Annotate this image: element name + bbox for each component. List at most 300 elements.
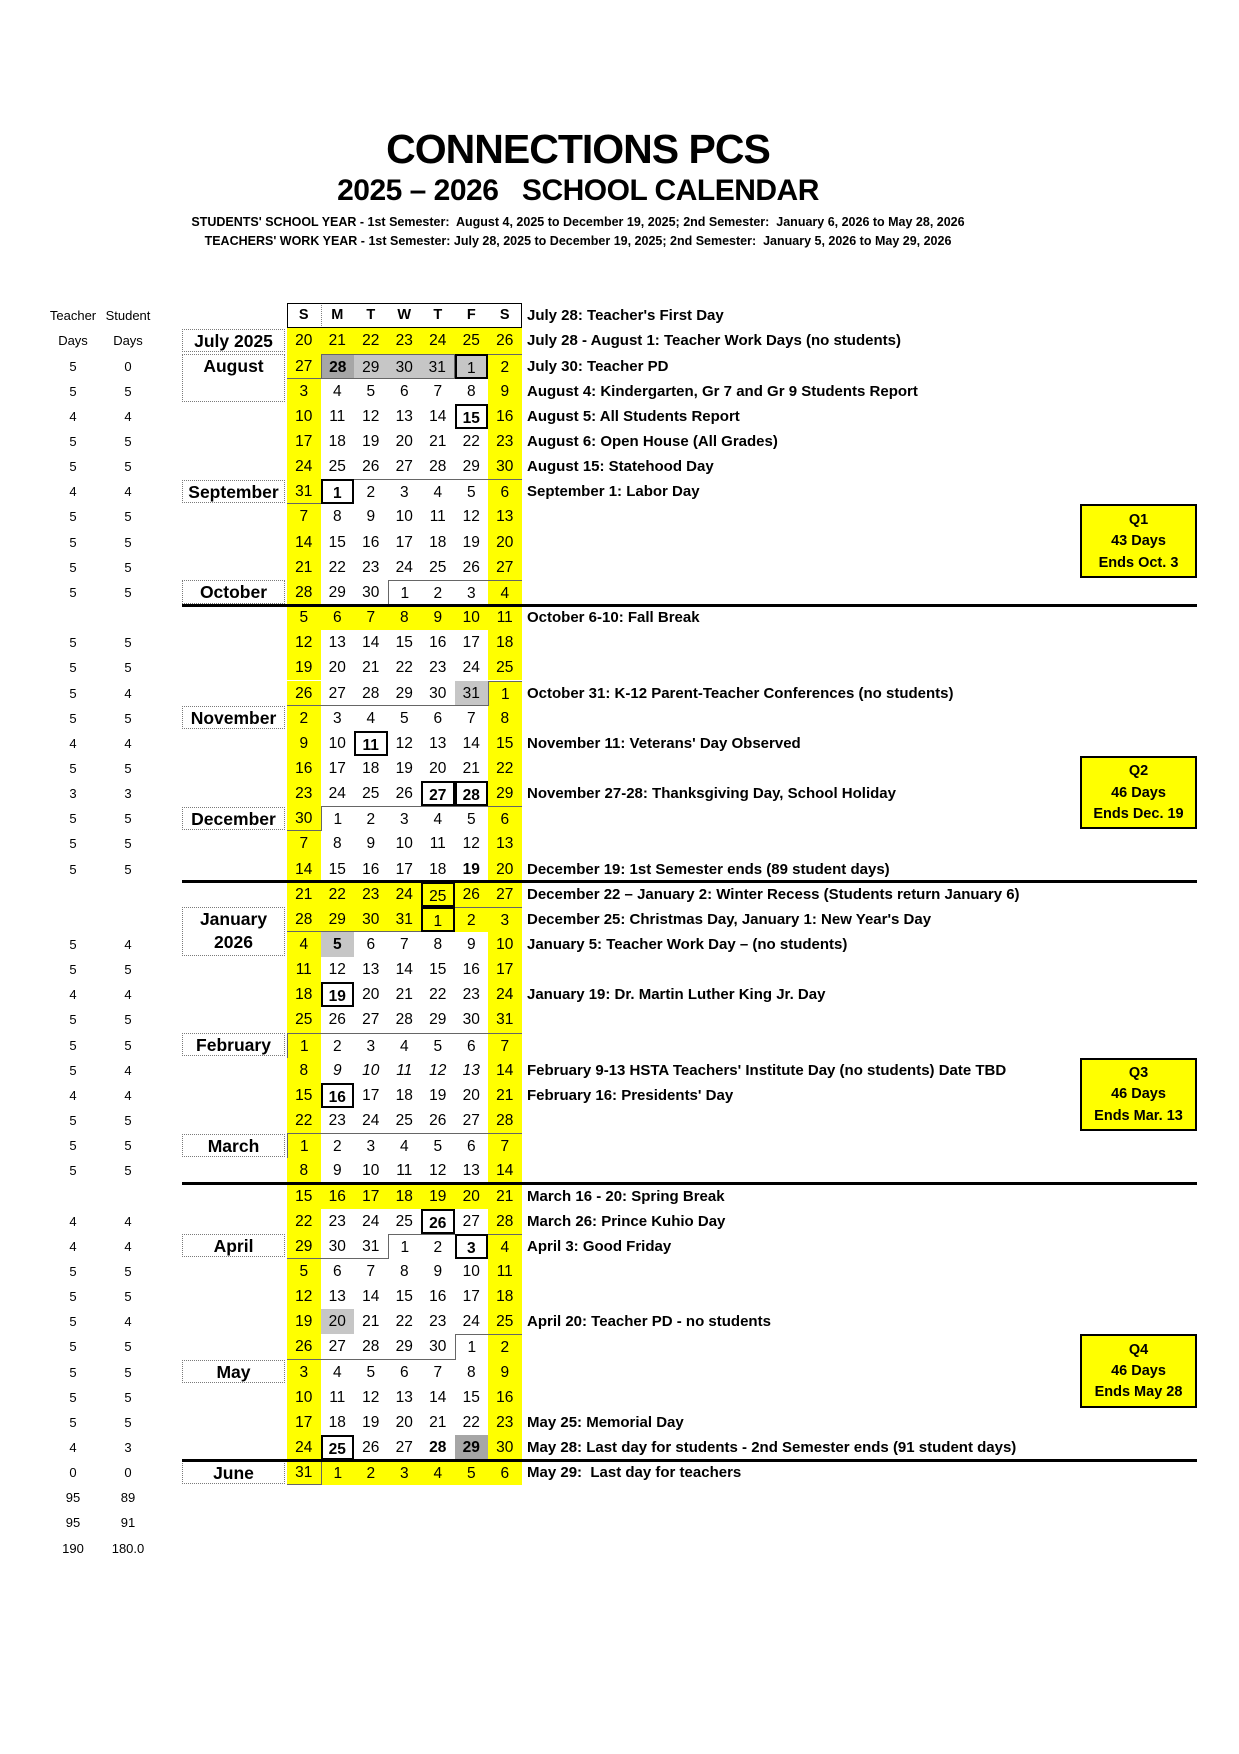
day-cell: 12 — [287, 630, 321, 655]
month-label-text: September — [188, 481, 279, 502]
day-cell: 4 — [488, 1234, 522, 1259]
day-cell: 28 — [321, 354, 355, 379]
student-days-value: 3 — [124, 786, 132, 802]
day-cell: 23 — [362, 558, 380, 576]
day-cell: 2 — [321, 1133, 355, 1158]
day-cell: 21 — [362, 659, 380, 677]
quarter-end-line — [182, 880, 1197, 883]
student-days-value: 5 — [124, 1414, 132, 1430]
day-cell: 30 — [388, 354, 422, 379]
annotation: April 20: Teacher PD - no students — [527, 1313, 771, 1331]
day-cell: 28 — [429, 1439, 447, 1456]
month-label-text: December — [191, 808, 276, 829]
day-cell: 17 — [462, 634, 480, 652]
students-year-line: STUDENTS' SCHOOL YEAR - 1st Semester: August 4, 2025 to December 19, 2025; 2nd Semester: January 6, 2026 to May 28, 2026 — [191, 215, 965, 229]
day-cell: 9 — [366, 508, 376, 526]
annotation: September 1: Labor Day — [527, 483, 700, 501]
teacher-days-value: 5 — [69, 1037, 77, 1053]
student-days-value: 4 — [124, 408, 132, 424]
day-cell: 17 — [395, 860, 413, 878]
day-cell: 3 — [388, 806, 422, 831]
quarter-box-q1 — [1080, 504, 1197, 577]
day-cell: 21 — [321, 328, 355, 353]
day-cell: 22 — [321, 882, 355, 907]
student-days-value: 5 — [124, 1364, 132, 1380]
day-cell: 12 — [362, 407, 380, 425]
day-cell: 22 — [462, 1413, 480, 1431]
day-cell: 13 — [395, 1388, 413, 1406]
day-cell: 6 — [488, 479, 522, 504]
teacher-days-value: 5 — [69, 459, 77, 475]
day-cell: 1 — [455, 1334, 489, 1359]
day-cell: 2 — [354, 1460, 388, 1485]
day-cell: 12 — [395, 734, 413, 752]
day-cell: 5 — [421, 1033, 455, 1058]
weekday-header-cell: S — [499, 307, 510, 324]
day-cell: 16 — [287, 756, 321, 781]
student-days-value: 4 — [124, 1238, 132, 1254]
day-cell: 27 — [395, 1439, 413, 1456]
day-cell: 5 — [455, 1460, 489, 1485]
day-cell: 13 — [362, 961, 380, 979]
day-cell: 27 — [488, 882, 522, 907]
day-cell: 25 — [362, 785, 380, 803]
month-label-may — [182, 1360, 285, 1383]
day-cell: 21 — [429, 433, 447, 450]
annotation: August 15: Statehood Day — [527, 458, 714, 476]
day-cell: 9 — [433, 1262, 443, 1280]
day-cell: 14 — [488, 1058, 522, 1083]
day-cell: 29 — [488, 781, 522, 806]
day-cell: 2 — [287, 706, 321, 731]
day-cell: 29 — [388, 681, 422, 706]
annotation: February 9-13 HSTA Teachers' Institute Day (no students) Date TBD — [527, 1061, 1007, 1079]
teacher-days-value: 4 — [69, 408, 77, 424]
day-cell: 15 — [328, 533, 346, 551]
day-cell: 12 — [462, 508, 480, 526]
day-cell: 4 — [421, 1460, 455, 1485]
student-days-value: 5 — [124, 1012, 132, 1028]
day-cell: 12 — [429, 1162, 447, 1180]
day-cell: 4 — [332, 1363, 342, 1381]
day-cell: 1 — [321, 479, 355, 504]
day-cell: 31 — [287, 479, 321, 504]
quarter-end-line — [182, 604, 1197, 607]
day-cell: 16 — [321, 1083, 355, 1108]
day-cell: 14 — [362, 634, 380, 652]
month-label-text: August — [203, 356, 264, 377]
day-cell: 15 — [455, 404, 489, 429]
day-cell: 13 — [488, 504, 522, 529]
annotation: March 26: Prince Kuhio Day — [527, 1212, 726, 1230]
annotation: March 16 - 20: Spring Break — [527, 1187, 725, 1205]
day-cell: 1 — [287, 1133, 321, 1158]
student-days-value: 5 — [124, 760, 132, 776]
student-days-value: 5 — [124, 962, 132, 978]
student-days-value: 5 — [124, 861, 132, 877]
quarter-box-q3 — [1080, 1058, 1197, 1131]
day-cell: 9 — [332, 1162, 342, 1180]
student-days-value: 0 — [124, 358, 132, 374]
day-cell: 17 — [395, 533, 413, 551]
day-cell: 24 — [488, 982, 522, 1007]
day-cell: 8 — [399, 1262, 409, 1280]
teacher-days-value: 5 — [69, 434, 77, 449]
annotation: January 5: Teacher Work Day – (no students) — [527, 936, 848, 953]
day-cell: 8 — [332, 508, 342, 526]
day-cell: 13 — [429, 734, 447, 752]
day-cell: 23 — [488, 429, 522, 454]
day-cell: 1 — [321, 1460, 355, 1485]
day-cell: 17 — [462, 1288, 480, 1306]
annotation: July 30: Teacher PD — [527, 357, 669, 375]
day-cell: 21 — [362, 1313, 380, 1331]
day-cell: 7 — [366, 1262, 376, 1280]
day-cell: 28 — [287, 907, 321, 932]
teacher-days-label: Days — [58, 333, 88, 349]
day-cell: 4 — [421, 479, 455, 504]
student-days-value: 5 — [124, 710, 132, 726]
day-cell: 21 — [488, 1184, 522, 1209]
day-cell: 24 — [388, 882, 422, 907]
teacher-days-value: 5 — [69, 1314, 77, 1330]
annotation: August 6: Open House (All Grades) — [527, 433, 778, 450]
day-cell: 13 — [395, 407, 413, 425]
annotation: November 11: Veterans' Day Observed — [527, 734, 801, 752]
annotation: December 25: Christmas Day, January 1: New Year's Day — [527, 910, 932, 928]
teacher-total-value: 95 — [65, 1490, 81, 1506]
day-cell: 23 — [328, 1112, 346, 1130]
day-cell: 28 — [455, 781, 489, 806]
day-cell: 15 — [287, 1083, 321, 1108]
teacher-days-value: 4 — [69, 484, 77, 500]
day-cell: 23 — [388, 328, 422, 353]
teacher-days-value: 5 — [69, 1389, 77, 1405]
month-label-april — [182, 1234, 285, 1257]
teacher-days-value: 5 — [69, 559, 77, 575]
day-cell: 25 — [328, 458, 346, 476]
day-cell: 21 — [462, 759, 480, 777]
day-cell: 5 — [287, 605, 321, 630]
quarter-box-text: Ends May 28 — [1094, 1384, 1183, 1401]
day-cell: 14 — [395, 961, 413, 979]
day-cell: 18 — [388, 1184, 422, 1209]
student-total-value: 91 — [120, 1515, 136, 1531]
teacher-days-value: 5 — [69, 1263, 77, 1279]
student-days-value: 4 — [124, 685, 132, 701]
day-cell: 26 — [395, 785, 413, 803]
day-cell: 22 — [395, 1313, 413, 1331]
day-cell: 7 — [433, 1363, 443, 1381]
day-cell: 3 — [488, 907, 522, 932]
day-cell: 17 — [328, 759, 346, 777]
day-cell: 31 — [455, 681, 489, 706]
day-cell: 31 — [354, 1234, 388, 1259]
day-cell: 30 — [488, 1435, 522, 1460]
weekday-header-cell: F — [466, 307, 476, 324]
day-cell: 7 — [287, 831, 321, 856]
day-cell: 10 — [488, 932, 522, 957]
weekday-header-cell: T — [433, 307, 443, 324]
day-cell: 24 — [287, 454, 321, 479]
day-cell: 17 — [354, 1184, 388, 1209]
teacher-days-value: 5 — [69, 1339, 77, 1355]
day-cell: 30 — [488, 454, 522, 479]
day-cell: 8 — [287, 1058, 321, 1083]
day-cell: 6 — [488, 1460, 522, 1485]
day-cell: 31 — [488, 1007, 522, 1032]
student-days-value: 4 — [124, 484, 132, 500]
day-cell: 5 — [321, 932, 355, 957]
day-cell: 4 — [488, 580, 522, 605]
quarter-box-text: 46 Days — [1111, 784, 1166, 801]
teachers-year-line: TEACHERS' WORK YEAR - 1st Semester: July 28, 2025 to December 19, 2025; 2nd Semester: January 5, 2026 to May 29, 2026 — [204, 234, 952, 248]
teacher-days-value: 5 — [69, 811, 77, 827]
teacher-days-value: 4 — [69, 1238, 77, 1254]
day-cell: 30 — [421, 681, 455, 706]
day-cell: 6 — [488, 806, 522, 831]
day-cell: 14 — [287, 530, 321, 555]
day-cell: 29 — [462, 458, 480, 476]
day-cell: 23 — [488, 1410, 522, 1435]
day-cell: 4 — [332, 382, 342, 400]
teacher-days-value: 4 — [69, 735, 77, 751]
day-cell: 10 — [362, 1061, 380, 1079]
title-block — [0, 126, 1156, 248]
day-cell: 21 — [287, 555, 321, 580]
day-cell: 23 — [354, 882, 388, 907]
day-cell: 9 — [488, 379, 522, 404]
day-cell: 13 — [328, 634, 346, 652]
day-cell: 22 — [354, 328, 388, 353]
month-label-february — [182, 1033, 285, 1056]
student-days-value: 4 — [124, 1314, 132, 1330]
day-cell: 10 — [395, 835, 413, 853]
day-cell: 13 — [462, 1061, 480, 1079]
day-cell: 30 — [321, 1234, 355, 1259]
day-cell: 28 — [395, 1011, 413, 1029]
student-days-value: 0 — [124, 1465, 132, 1481]
student-days-value: 5 — [124, 836, 132, 852]
day-cell: 11 — [354, 731, 388, 756]
day-cell: 27 — [421, 781, 455, 806]
day-cell: 22 — [287, 1108, 321, 1133]
day-cell: 20 — [429, 759, 447, 777]
annotation: August 5: All Students Report — [527, 407, 740, 425]
month-label-text: April — [213, 1236, 254, 1257]
day-cell: 6 — [399, 382, 409, 400]
day-cell: 20 — [488, 857, 522, 882]
day-cell: 18 — [287, 982, 321, 1007]
day-cell: 28 — [488, 1108, 522, 1133]
quarter-box-text: 46 Days — [1111, 1363, 1166, 1380]
day-cell: 7 — [466, 709, 476, 727]
day-cell: 4 — [388, 1033, 422, 1058]
day-cell: 27 — [462, 1112, 480, 1130]
day-cell: 11 — [396, 1061, 413, 1079]
day-cell: 25 — [429, 558, 447, 576]
day-cell: 27 — [462, 1212, 480, 1230]
annotation: April 3: Good Friday — [527, 1237, 672, 1255]
month-label-november — [182, 706, 285, 729]
quarter-box-text: Ends Dec. 19 — [1093, 806, 1184, 823]
day-cell: 15 — [328, 860, 346, 878]
day-cell: 2 — [354, 806, 388, 831]
student-days-value: 5 — [124, 559, 132, 575]
teacher-days-value: 5 — [69, 584, 77, 600]
day-cell: 10 — [328, 734, 346, 752]
day-cell: 27 — [488, 555, 522, 580]
student-days-value: 4 — [124, 1062, 132, 1078]
day-cell: 13 — [328, 1288, 346, 1306]
day-cell: 19 — [395, 759, 413, 777]
day-cell: 15 — [395, 1288, 413, 1306]
day-cell: 28 — [354, 1334, 388, 1359]
student-total-value: 180.0 — [111, 1540, 145, 1556]
day-cell: 16 — [321, 1184, 355, 1209]
day-cell: 18 — [362, 759, 380, 777]
day-cell: 11 — [429, 508, 446, 526]
day-cell: 27 — [321, 1334, 355, 1359]
day-cell: 11 — [329, 407, 346, 425]
month-label-july-2025 — [182, 329, 285, 352]
quarter-box-text: 43 Days — [1111, 533, 1166, 550]
day-cell: 29 — [321, 907, 355, 932]
day-cell: 30 — [354, 580, 388, 605]
teacher-days-value: 5 — [69, 760, 77, 776]
day-cell: 5 — [399, 709, 409, 727]
student-days-label: Days — [113, 333, 143, 349]
month-label-march — [182, 1134, 285, 1157]
day-cell: 6 — [399, 1363, 409, 1381]
student-days-value: 4 — [124, 1213, 132, 1229]
day-cell: 20 — [321, 1309, 355, 1334]
teacher-total-value: 95 — [65, 1515, 81, 1531]
quarter-box-text: 46 Days — [1111, 1086, 1166, 1103]
day-cell: 22 — [429, 986, 447, 1004]
weekday-header-cell: M — [331, 307, 344, 324]
day-cell: 26 — [362, 1439, 380, 1456]
day-cell: 3 — [332, 709, 342, 727]
day-cell: 19 — [362, 1413, 380, 1431]
day-cell: 5 — [287, 1259, 321, 1284]
day-cell: 30 — [421, 1334, 455, 1359]
quarter-box-text: Q4 — [1128, 1341, 1149, 1358]
day-cell: 3 — [388, 1460, 422, 1485]
day-cell: 16 — [429, 1288, 447, 1306]
day-cell: 2 — [488, 1334, 522, 1359]
day-cell: 11 — [287, 957, 321, 982]
day-cell: 22 — [395, 659, 413, 677]
day-cell: 3 — [287, 379, 321, 404]
teacher-days-value: 5 — [69, 534, 77, 550]
day-cell: 3 — [455, 580, 489, 605]
day-cell: 17 — [287, 429, 321, 454]
day-cell: 24 — [462, 659, 480, 677]
month-label-text: March — [207, 1135, 260, 1156]
day-cell: 11 — [396, 1162, 413, 1180]
day-cell: 6 — [433, 709, 443, 727]
day-cell: 29 — [388, 1334, 422, 1359]
day-cell: 9 — [488, 1360, 522, 1385]
day-cell: 1 — [388, 580, 422, 605]
quarter-box-text: Ends Oct. 3 — [1098, 554, 1179, 571]
day-cell: 8 — [466, 1363, 476, 1381]
student-days-value: 5 — [124, 1113, 132, 1129]
student-days-value: 5 — [124, 1289, 132, 1305]
day-cell: 28 — [354, 681, 388, 706]
day-cell: 28 — [287, 580, 321, 605]
day-cell: 12 — [287, 1284, 321, 1309]
day-cell: 20 — [328, 659, 346, 677]
day-cell: 10 — [462, 1262, 480, 1280]
day-cell: 2 — [421, 1234, 455, 1259]
day-cell: 22 — [287, 1209, 321, 1234]
quarter-end-line — [182, 1459, 1197, 1462]
day-cell: 31 — [388, 907, 422, 932]
day-cell: 15 — [488, 731, 522, 756]
day-cell: 30 — [287, 806, 321, 831]
student-days-value: 4 — [124, 735, 132, 751]
page-subtitle: 2025 – 2026 SCHOOL CALENDAR — [337, 174, 819, 207]
teacher-days-value: 5 — [69, 836, 77, 852]
day-cell: 25 — [287, 1007, 321, 1032]
day-cell: 1 — [287, 1033, 321, 1058]
day-cell: 1 — [321, 806, 355, 831]
day-cell: 2 — [354, 479, 388, 504]
day-cell: 20 — [362, 986, 380, 1004]
day-cell: 24 — [362, 1212, 380, 1230]
student-days-value: 5 — [124, 509, 132, 525]
teacher-days-value: 0 — [69, 1465, 77, 1481]
day-cell: 26 — [462, 558, 480, 576]
day-cell: 5 — [366, 382, 376, 400]
day-cell: 7 — [488, 1033, 522, 1058]
day-cell: 10 — [395, 508, 413, 526]
day-cell: 3 — [354, 1033, 388, 1058]
day-cell: 15 — [429, 961, 447, 979]
day-cell: 26 — [362, 458, 380, 476]
quarter-box-text: Q1 — [1128, 511, 1149, 528]
annotation: August 4: Kindergarten, Gr 7 and Gr 9 Students Report — [527, 382, 918, 400]
day-cell: 24 — [328, 785, 346, 803]
annotation: October 31: K-12 Parent-Teacher Conferences (no students) — [527, 684, 954, 702]
day-cell: 13 — [462, 1162, 480, 1180]
month-label-text: November — [190, 708, 277, 729]
day-cell: 30 — [462, 1011, 480, 1029]
day-cell: 19 — [462, 860, 480, 878]
day-cell: 30 — [354, 907, 388, 932]
teacher-days-value: 5 — [69, 1364, 77, 1380]
teacher-days-value: 4 — [69, 1087, 77, 1103]
teacher-days-value: 5 — [69, 358, 77, 374]
day-cell: 7 — [354, 605, 388, 630]
day-cell: 7 — [399, 936, 409, 953]
day-cell: 9 — [421, 605, 455, 630]
day-cell: 11 — [329, 1388, 346, 1406]
header-sunday-divider — [321, 305, 322, 326]
month-label-text: 2026 — [214, 932, 253, 953]
day-cell: 23 — [328, 1212, 346, 1230]
annotation: May 28: Last day for students - 2nd Semester ends (91 student days) — [527, 1439, 1017, 1456]
day-cell: 24 — [395, 558, 413, 576]
day-cell: 15 — [395, 634, 413, 652]
day-cell: 25 — [321, 1435, 355, 1460]
day-cell: 8 — [332, 835, 342, 853]
day-cell: 22 — [328, 558, 346, 576]
student-days-value: 5 — [124, 660, 132, 676]
day-cell: 26 — [421, 1209, 455, 1234]
